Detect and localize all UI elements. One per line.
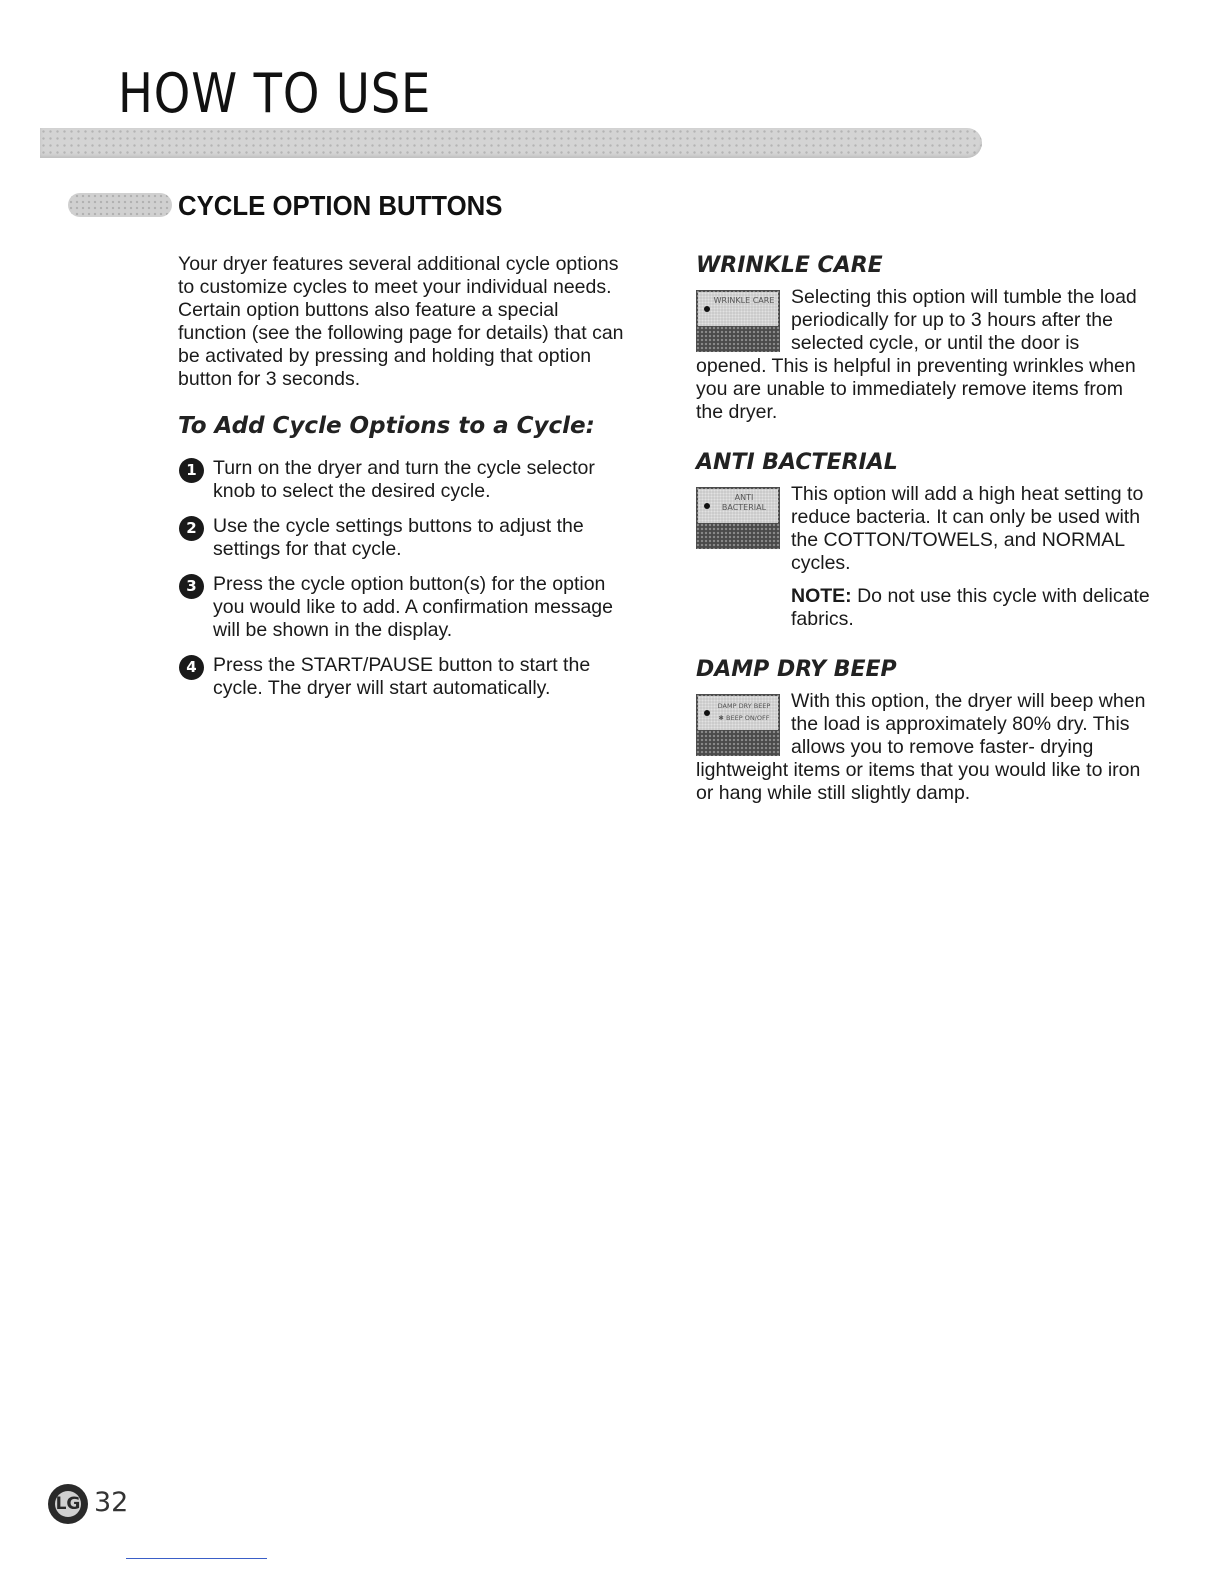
step-text: Turn on the dryer and turn the cycle selector knob to select the desired cycle.	[213, 457, 595, 502]
wrinkle-care-button-image	[696, 290, 780, 352]
logo-mark: LG	[55, 1494, 81, 1514]
option-note	[791, 585, 1152, 631]
step-number-icon: 3	[179, 574, 204, 599]
button-face	[698, 489, 778, 523]
option-body	[696, 286, 1152, 424]
footer-divider	[126, 1558, 267, 1559]
note-text: Do not use this cycle with delicate fabrics.	[791, 585, 1150, 630]
note-label: NOTE:	[791, 585, 852, 607]
page-number: 32	[94, 1487, 129, 1518]
intro-paragraph: Your dryer features several additional cycle options to customize cycles to meet your individual needs. Certain option buttons also feature a special function (see the following page for details) that can be activated by pressing and holding that option button for 3 seconds.	[178, 253, 624, 390]
button-label: ANTI BACTERIAL	[721, 493, 767, 512]
option-description: With this option, the dryer will beep when the load is approximately 80% dry. This allows you to remove faster- drying lightweight items or items that you would like to iron or hang while still slightly damp.	[696, 690, 1146, 804]
option-wrinkle-care	[696, 253, 1152, 424]
option-heading: WRINKLE CARE	[696, 253, 883, 278]
button-face	[698, 696, 778, 730]
anti-bacterial-button-image	[696, 487, 780, 549]
step-item	[178, 515, 628, 561]
header-decorative-bar	[40, 128, 982, 158]
left-column	[178, 253, 628, 712]
steps-list	[178, 457, 628, 700]
option-damp-dry-beep	[696, 657, 1152, 805]
button-label-main: DAMP DRY BEEP	[717, 702, 771, 710]
damp-dry-beep-button-image	[696, 694, 780, 756]
step-item	[178, 654, 628, 700]
step-item	[178, 457, 628, 503]
step-number-icon: 1	[179, 458, 204, 483]
indicator-dot-icon	[704, 306, 710, 312]
step-number-icon: 4	[179, 655, 204, 680]
option-description: Selecting this option will tumble the load periodically for up to 3 hours after the selected cycle, or until the door is opened. This is helpful in preventing wrinkles when you are unable to immediately remove items from the dryer.	[696, 286, 1137, 423]
option-body	[696, 690, 1152, 805]
indicator-dot-icon	[704, 503, 710, 509]
button-label-sub: ✱ BEEP ON/OFF	[718, 714, 770, 722]
section-title: CYCLE OPTION BUTTONS	[178, 190, 503, 221]
button-face	[698, 292, 778, 326]
button-label	[712, 700, 776, 724]
lg-logo-icon	[48, 1484, 88, 1524]
step-text: Use the cycle settings buttons to adjust the settings for that cycle.	[213, 515, 584, 560]
step-text: Press the START/PAUSE button to start the cycle. The dryer will start automatically.	[213, 654, 591, 699]
section-pill-icon	[68, 193, 172, 217]
button-label: WRINKLE CARE	[713, 296, 775, 305]
step-item	[178, 573, 628, 642]
indicator-dot-icon	[704, 710, 710, 716]
right-column	[696, 253, 1152, 831]
page-title: HOW TO USE	[118, 62, 432, 125]
step-number-icon: 2	[179, 516, 204, 541]
option-heading: DAMP DRY BEEP	[696, 657, 897, 682]
option-heading: ANTI BACTERIAL	[696, 450, 898, 475]
option-body	[696, 483, 1152, 631]
option-anti-bacterial	[696, 450, 1152, 631]
add-options-heading: To Add Cycle Options to a Cycle:	[178, 413, 595, 439]
option-description: This option will add a high heat setting to reduce bacteria. It can only be used with the COTTON/TOWELS, and NORMAL cycles.	[791, 483, 1144, 574]
step-text: Press the cycle option button(s) for the option you would like to add. A confirmation message will be shown in the display.	[213, 573, 613, 641]
